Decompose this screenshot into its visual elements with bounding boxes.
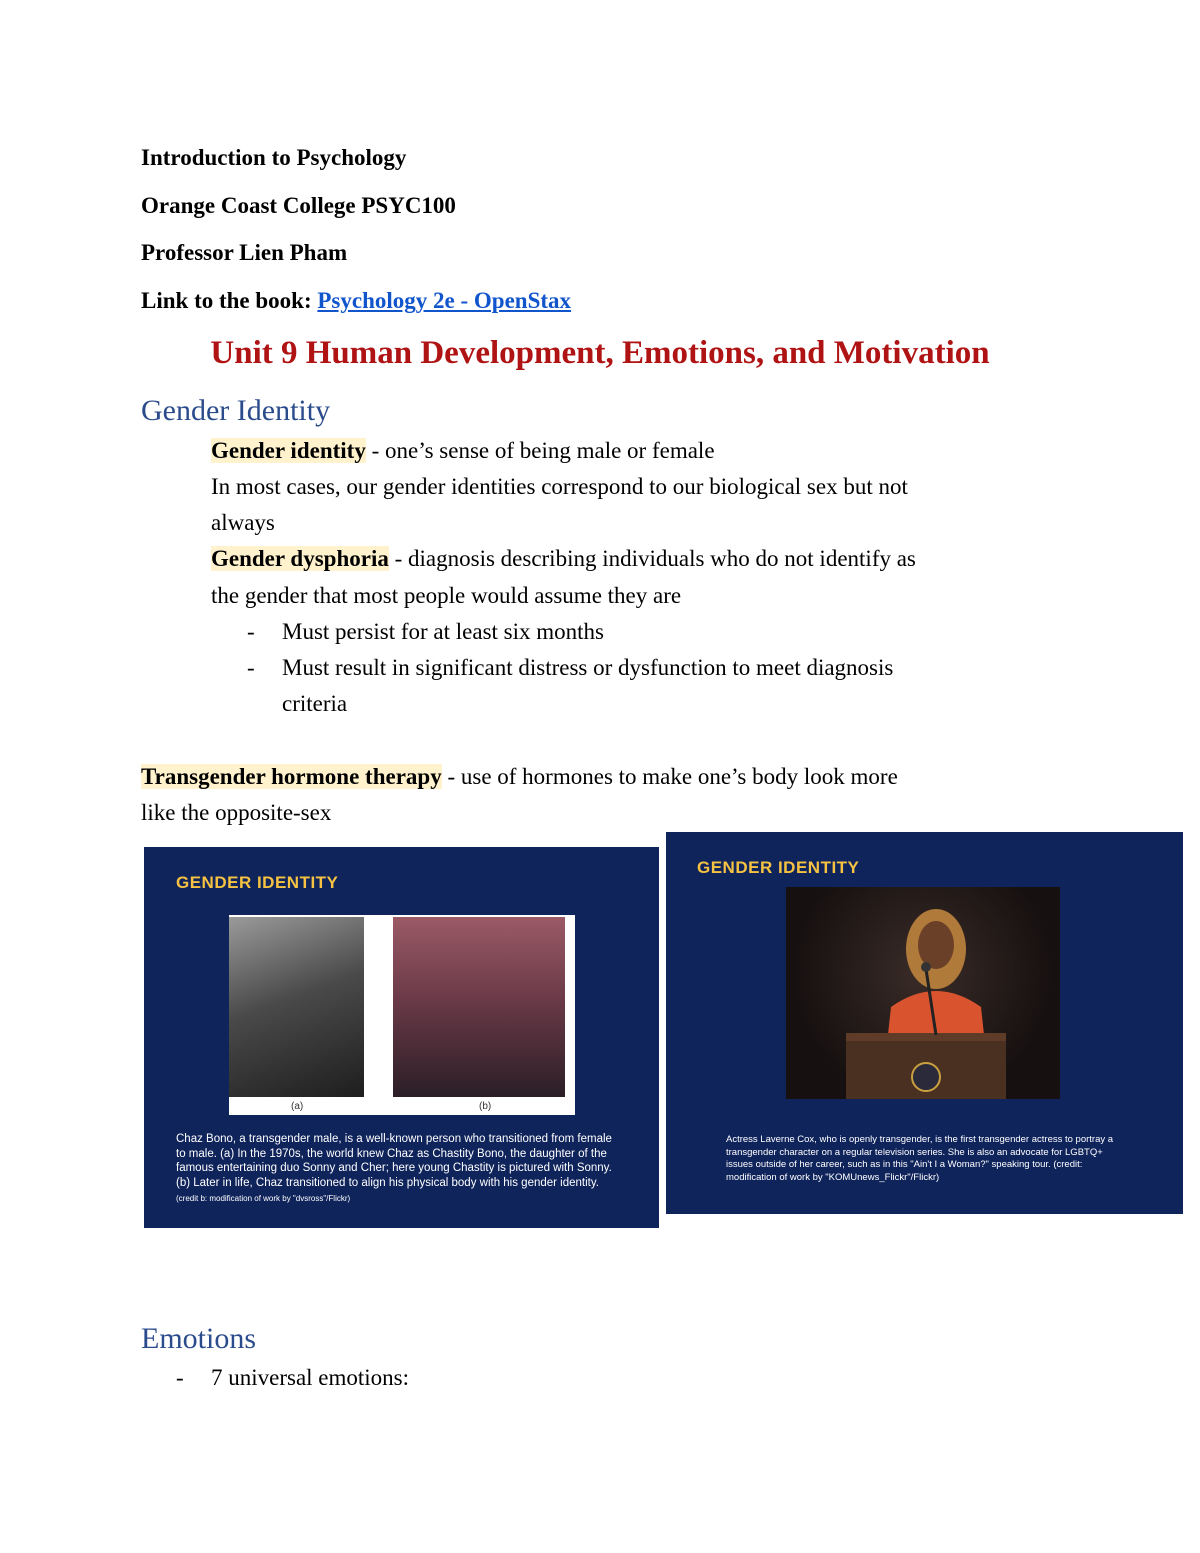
bullet-item: Must persist for at least six months — [282, 619, 604, 644]
term-gender-dysphoria: Gender dysphoria — [211, 546, 389, 571]
photo-strip — [229, 915, 575, 1115]
bullet-item: Must result in significant distress or dysfunction to meet diagnosis — [282, 655, 894, 680]
caption-line: Chaz Bono, a transgender male, is a well-known person who transitioned from female — [176, 1133, 612, 1145]
slide-caption — [726, 1134, 1113, 1184]
gender-sex-note-line1: In most cases, our gender identities correspond to our biological sex but not — [211, 474, 908, 499]
hormone-therapy-definition — [141, 759, 898, 795]
gender-sex-note-line2: always — [211, 510, 275, 535]
term-hormone-therapy: Transgender hormone therapy — [141, 764, 442, 789]
gender-identity-heading: Gender Identity — [141, 394, 331, 427]
caption-line: famous entertaining duo Sonny and Cher; here young Chastity is pictured with Sonny. — [176, 1162, 612, 1174]
caption-line: to male. (a) In the 1970s, the world knew Chaz as Chastity Bono, the daughter of the — [176, 1147, 607, 1160]
term-hormone-therapy-def: - use of hormones to make one’s body look more — [441, 764, 898, 789]
book-link-line — [141, 287, 571, 315]
course-title: Introduction to Psychology — [141, 145, 407, 170]
gender-identity-definition — [211, 433, 715, 469]
caption-credit: (credit b: modification of work by "dvsross"/Flickr) — [176, 1194, 351, 1203]
photo-chastity-and-sonny — [229, 917, 364, 1097]
photo-chaz-bono — [393, 917, 565, 1097]
slide-caption — [176, 1132, 612, 1206]
caption-line: transgender character on a regular television series. She is also an advocate for LGBTQ+ — [726, 1146, 1103, 1158]
bullet-dash: - — [247, 655, 255, 680]
caption-line: (b) Later in life, Chaz transitioned to align his physical body with his gender identity. — [176, 1176, 599, 1189]
photo-laverne-cox — [786, 887, 1060, 1099]
college-line: Orange Coast College PSYC100 — [141, 193, 456, 218]
bullet-dash: - — [176, 1365, 184, 1390]
book-link[interactable]: Psychology 2e - OpenStax — [317, 288, 572, 313]
unit-title: Unit 9 Human Development, Emotions, and Motivation — [210, 335, 990, 371]
speaker-illustration — [786, 887, 1060, 1099]
photo-label-b: (b) — [479, 1101, 492, 1112]
term-gender-identity-def: - one’s sense of being male or female — [365, 438, 715, 463]
bullet-item-continued: criteria — [282, 691, 348, 716]
bullet-dash: - — [247, 619, 255, 644]
gender-dysphoria-definition — [211, 541, 916, 577]
book-link-label: Link to the book: — [141, 288, 312, 313]
emotions-heading: Emotions — [141, 1322, 257, 1355]
term-gender-dysphoria-def: - diagnosis describing individuals who do not identify as — [388, 546, 916, 571]
slide-title: GENDER IDENTITY — [697, 858, 860, 877]
photo-label-a: (a) — [291, 1101, 304, 1112]
caption-line: Actress Laverne Cox, who is openly transgender, is the first transgender actress to portray a — [726, 1134, 1114, 1145]
caption-line: issues outside of her career, such as in this "Ain't I a Woman?" speaking tour. (credit: — [726, 1159, 1083, 1170]
gender-dysphoria-def-line2: the gender that most people would assume they are — [211, 583, 682, 608]
emotions-bullet: 7 universal emotions: — [211, 1365, 410, 1390]
caption-line: modification of work by "KOMUnews_Flickr"/Flickr) — [726, 1171, 940, 1183]
hormone-therapy-def-line2: like the opposite-sex — [141, 800, 332, 825]
professor-line: Professor Lien Pham — [141, 240, 348, 265]
slide-laverne-cox — [666, 832, 1183, 1214]
slide-chaz-bono — [144, 847, 659, 1228]
term-gender-identity: Gender identity — [211, 438, 366, 463]
slide-title: GENDER IDENTITY — [176, 873, 339, 892]
